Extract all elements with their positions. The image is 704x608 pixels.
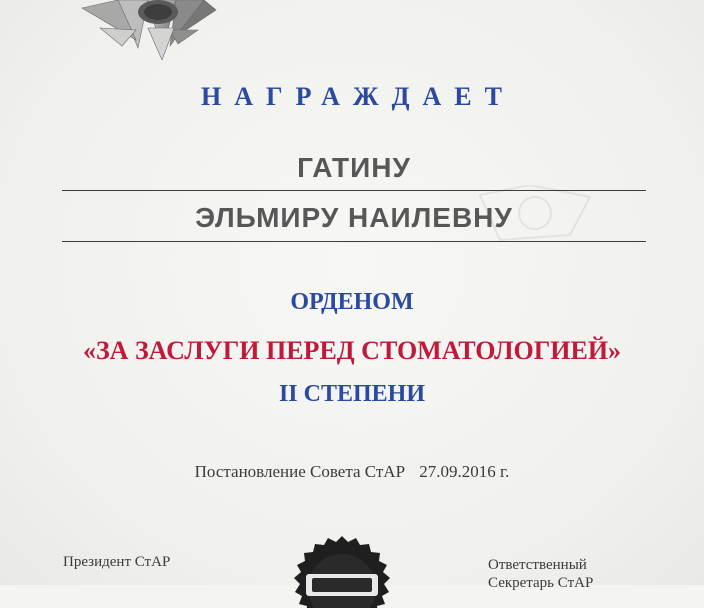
order-emblem-icon: [78, 0, 218, 60]
recipient-given-names: ЭЛЬМИРУ НАИЛЕВНУ: [195, 202, 513, 233]
surname-underline: [62, 190, 646, 191]
signatory-secretary-line2: Секретарь СтАР: [488, 575, 594, 591]
signatory-president: Президент СтАР: [63, 554, 171, 570]
award-line-order: ОРДЕНОМ: [290, 289, 414, 315]
signatory-secretary-line1: Ответственный: [488, 557, 587, 573]
recipient-surname: ГАТИНУ: [297, 152, 411, 183]
award-verb-heading: НАГРАЖДАЕТ: [201, 82, 515, 111]
decree-line: [0, 462, 704, 482]
signatory-secretary: [488, 556, 593, 592]
award-degree: II СТЕПЕНИ: [278, 381, 426, 407]
award-title: «ЗА ЗАСЛУГИ ПЕРЕД СТОМАТОЛОГИЕЙ»: [82, 336, 622, 365]
decree-text: Постановление Совета СтАР: [194, 462, 406, 481]
given-names-underline: [62, 241, 646, 242]
seal-icon: [272, 528, 412, 608]
decree-date: 27.09.2016 г.: [419, 462, 510, 481]
